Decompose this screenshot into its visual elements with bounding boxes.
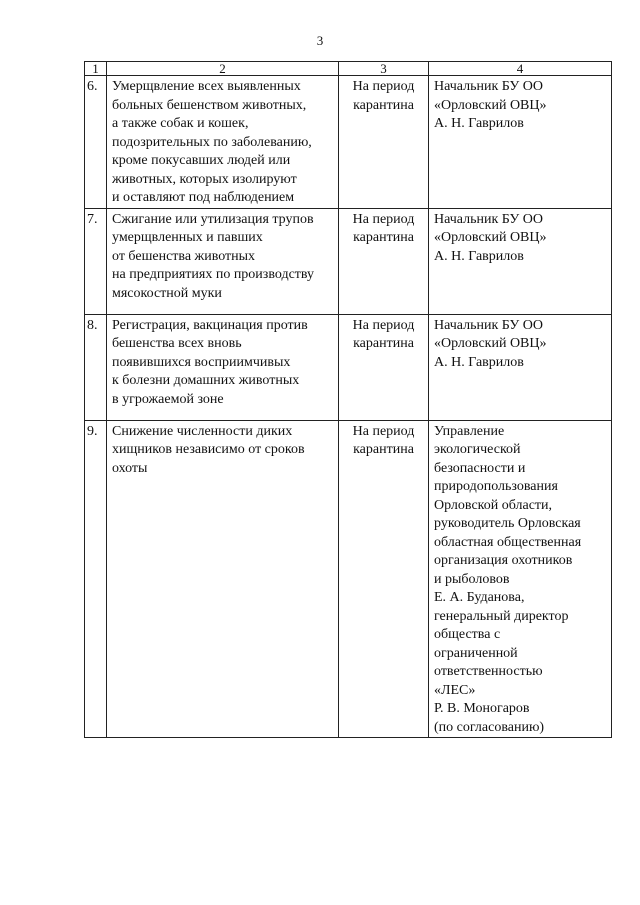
measure-text: Сжигание или утилизация трупов умерщвленных и павших от бешенства животных на предприятиях по производству мясокостной муки (112, 211, 315, 301)
row-number: 7. (87, 211, 98, 227)
period-text: На период карантина (352, 79, 415, 113)
responsible-text: Начальник БУ ОО «Орловский ОВЦ» А. Н. Гаврилов (434, 79, 547, 131)
period-text: На период карантина (352, 423, 415, 457)
column-header-4: 4 (429, 62, 612, 76)
table-header-row (85, 62, 612, 76)
responsible-text: Начальник БУ ОО «Орловский ОВЦ» А. Н. Гаврилов (434, 211, 547, 264)
table-row (85, 314, 612, 420)
table-row (85, 208, 612, 314)
measure-text: Регистрация, вакцинация против бешенства всех вновь появившихся восприимчивых к болезни домашних животных в угрожаемой зоне (112, 317, 308, 407)
row-number: 9. (87, 423, 98, 439)
table-row (85, 420, 612, 738)
measure-text: Снижение численности диких хищников независимо от сроков охоты (112, 423, 305, 476)
responsible-text: Начальник БУ ОО «Орловский ОВЦ» А. Н. Гаврилов (434, 317, 547, 370)
row-number: 6. (87, 79, 98, 94)
responsible-text: Управление экологической безопасности и природопользования Орловской области, руководитель Орловская областная общественная организация охотников и рыболовов Е. А. Буданова, генеральный директор общества с ограниченной ответственностью «ЛЕС» Р. В. Моногаров (по согласованию) (434, 423, 582, 735)
row-number: 8. (87, 317, 98, 333)
table-row (85, 76, 612, 209)
column-header-2: 2 (107, 62, 339, 76)
measure-text: Умерщвление всех выявленных больных бешенством животных, а также собак и кошек, подозрительных по заболеванию, кроме покусавших людей или животных, которых изолируют и оставляют под наблюдением (112, 79, 312, 205)
column-header-3: 3 (339, 62, 429, 76)
page-number: 3 (316, 33, 324, 48)
period-text: На период карантина (352, 317, 415, 351)
column-header-1: 1 (85, 62, 107, 76)
period-text: На период карантина (352, 211, 415, 245)
measures-table (84, 61, 612, 738)
